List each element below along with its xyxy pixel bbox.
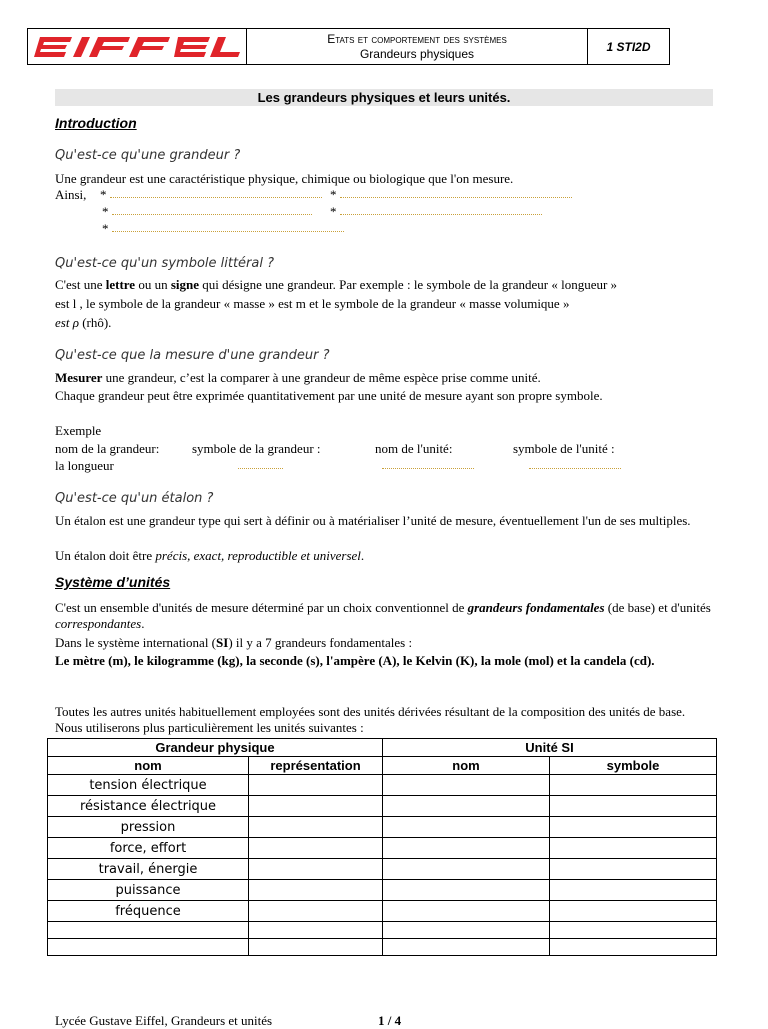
table-row — [48, 838, 717, 859]
cell-grandeur-nom: pression — [48, 817, 249, 838]
cell-blank[interactable] — [249, 922, 383, 939]
footer — [55, 1013, 402, 1029]
cell-blank[interactable] — [550, 796, 717, 817]
row-longueur: la longueur — [55, 458, 114, 473]
rho-symbol: est ρ — [55, 315, 79, 330]
blank-1 — [110, 187, 322, 198]
paragraph-symbole-2: est l , le symbole de la grandeur « masse » est m et le symbole de la grandeur « masse volumique » — [55, 296, 570, 311]
cell-blank[interactable] — [550, 939, 717, 956]
table-group-header — [48, 739, 717, 757]
header-representation: représentation — [249, 757, 383, 775]
cell-grandeur-nom: résistance électrique — [48, 796, 249, 817]
cell-blank[interactable] — [249, 796, 383, 817]
units-table — [47, 738, 717, 956]
table-row — [48, 939, 717, 956]
blank-symbole — [238, 458, 283, 469]
emphasis-fondamentales: grandeurs fondamentales — [467, 600, 605, 615]
table-row — [48, 775, 717, 796]
cell-blank[interactable] — [383, 901, 550, 922]
header-nom-unite: nom — [383, 757, 550, 775]
cell-blank[interactable] — [249, 775, 383, 796]
header-title — [247, 29, 588, 64]
header-nom: nom — [48, 757, 249, 775]
exemple-row — [55, 458, 715, 474]
table-header — [48, 757, 717, 775]
header-symbole: symbole — [550, 757, 717, 775]
cell-grandeur-nom: force, effort — [48, 838, 249, 859]
cell-blank[interactable] — [550, 838, 717, 859]
etalon-qualities: précis, exact, reproductible et universel — [155, 548, 361, 563]
cell-blank[interactable] — [383, 796, 550, 817]
paragraph-mesure-2: Chaque grandeur peut être exprimée quantitativement par une unité de mesure ayant son propre symbole. — [55, 388, 603, 403]
paragraph-systeme-1 — [55, 600, 715, 632]
text: C'est une — [55, 277, 106, 292]
blank-3 — [112, 204, 312, 215]
table-row — [48, 796, 717, 817]
table-row — [48, 901, 717, 922]
table-row — [48, 880, 717, 901]
cell-blank[interactable] — [383, 775, 550, 796]
text: Un étalon doit être — [55, 548, 156, 563]
bullet-3: * — [102, 204, 109, 219]
question-etalon: Qu'est-ce qu'un étalon ? — [55, 491, 214, 506]
cell-blank[interactable] — [249, 838, 383, 859]
cell-blank[interactable] — [550, 880, 717, 901]
text: ) il y a 7 grandeurs fondamentales : — [228, 635, 413, 650]
paragraph-etalon-1: Un étalon est une grandeur type qui sert à définir ou à matérialiser l’unité de mesure, éventuellement l'un de ses multiples. — [55, 513, 691, 528]
cell-blank[interactable] — [550, 817, 717, 838]
paragraph-unites-derivees: Toutes les autres unités habituellement employées sont des unités dérivées résultant de la composition des unités de base. Nous utiliserons plus particulièrement les unités suivantes : — [55, 704, 686, 735]
page-title: Les grandeurs physiques et leurs unités. — [55, 89, 713, 106]
bullet-4: * — [330, 204, 337, 219]
cell-blank[interactable] — [249, 859, 383, 880]
paragraph-unites-base: Le mètre (m), le kilogramme (kg), la seconde (s), l'ampère (A), le Kelvin (K), la mole (mol) et la candela (cd). — [55, 653, 655, 668]
bullet-5: * — [102, 221, 109, 236]
text: . — [141, 616, 145, 631]
cell-grandeur-nom — [48, 939, 249, 956]
emphasis-signe: signe — [170, 277, 200, 292]
col-nom-unite: nom de l'unité: — [375, 441, 453, 456]
document-header — [27, 28, 670, 65]
cell-blank[interactable] — [249, 939, 383, 956]
cell-blank[interactable] — [550, 775, 717, 796]
question-grandeur: Qu'est-ce qu'une grandeur ? — [55, 148, 241, 163]
cell-blank[interactable] — [249, 901, 383, 922]
question-mesure: Qu'est-ce que la mesure d'une grandeur ? — [55, 348, 330, 363]
cell-grandeur-nom: puissance — [48, 880, 249, 901]
cell-blank[interactable] — [383, 817, 550, 838]
emphasis-si: SI — [216, 635, 229, 650]
rho-name: (rhô). — [82, 315, 112, 330]
footer-left: Lycée Gustave Eiffel, Grandeurs et unités — [55, 1013, 273, 1028]
col-symbole-unite: symbole de l'unité : — [513, 441, 615, 456]
text: C'est un ensemble d'unités de mesure déterminé par un choix conventionnel de — [55, 600, 468, 615]
text: qui désigne une grandeur. Par exemple : le symbole de la grandeur « longueur » — [199, 277, 618, 292]
text: Dans le système international ( — [55, 635, 217, 650]
paragraph-etalon-2 — [55, 548, 715, 564]
introduction-heading: Introduction — [55, 115, 137, 131]
table-row — [48, 817, 717, 838]
bullet-2: * — [330, 187, 337, 202]
group-unite: Unité SI — [383, 739, 717, 757]
cell-blank[interactable] — [383, 939, 550, 956]
cell-blank[interactable] — [550, 859, 717, 880]
blank-symbole-unite — [529, 458, 621, 469]
blank-unite — [382, 458, 474, 469]
col-nom-grandeur: nom de la grandeur: — [55, 441, 160, 456]
group-grandeur: Grandeur physique — [48, 739, 383, 757]
emphasis-lettre: lettre — [105, 277, 136, 292]
col-symbole-grandeur: symbole de la grandeur : — [192, 441, 321, 456]
text: . — [360, 548, 365, 563]
eiffel-logo-icon — [34, 34, 240, 60]
exemple-label: Exemple — [55, 423, 102, 438]
cell-blank[interactable] — [249, 880, 383, 901]
page-number: 1 / 4 — [378, 1013, 402, 1028]
text: ou un — [135, 277, 171, 292]
cell-blank[interactable] — [383, 859, 550, 880]
blank-4 — [340, 204, 542, 215]
paragraph-symbole-1 — [55, 277, 715, 293]
emphasis-correspondantes: correspondantes — [55, 616, 142, 631]
eiffel-logo — [28, 29, 247, 64]
bullet-1: * — [100, 187, 107, 202]
cell-blank[interactable] — [550, 922, 717, 939]
cell-blank[interactable] — [550, 901, 717, 922]
cell-grandeur-nom: tension électrique — [48, 775, 249, 796]
emphasis-mesurer: Mesurer — [55, 370, 103, 385]
table-row — [48, 922, 717, 939]
cell-blank[interactable] — [383, 838, 550, 859]
cell-blank[interactable] — [383, 922, 550, 939]
paragraph-systeme-2 — [55, 635, 715, 651]
text: (de base) et d'unités — [604, 600, 711, 615]
table-row — [48, 859, 717, 880]
text: une grandeur, c’est la comparer à une grandeur de même espèce prise comme unité. — [102, 370, 541, 385]
cell-blank[interactable] — [249, 817, 383, 838]
question-symbole: Qu'est-ce qu'un symbole littéral ? — [55, 256, 275, 271]
paragraph-symbole-3 — [55, 315, 715, 331]
ainsi-label: Ainsi, — [55, 187, 87, 202]
paragraph-mesure-1 — [55, 370, 715, 386]
systeme-heading: Système d’unités — [55, 574, 171, 590]
exemple-headers — [55, 441, 715, 457]
header-title-line2: Grandeurs physiques — [359, 46, 475, 61]
cell-grandeur-nom: fréquence — [48, 901, 249, 922]
blank-2 — [340, 187, 572, 198]
blank-5 — [112, 221, 344, 232]
paragraph-grandeur: Une grandeur est une caractéristique physique, chimique ou biologique que l'on mesure. — [55, 171, 514, 186]
cell-grandeur-nom: travail, énergie — [48, 859, 249, 880]
header-class: 1 STI2D — [606, 39, 651, 54]
cell-grandeur-nom — [48, 922, 249, 939]
ainsi-line — [55, 187, 715, 203]
header-title-line1: Etats et comportement des systèmes — [327, 31, 507, 46]
cell-blank[interactable] — [383, 880, 550, 901]
